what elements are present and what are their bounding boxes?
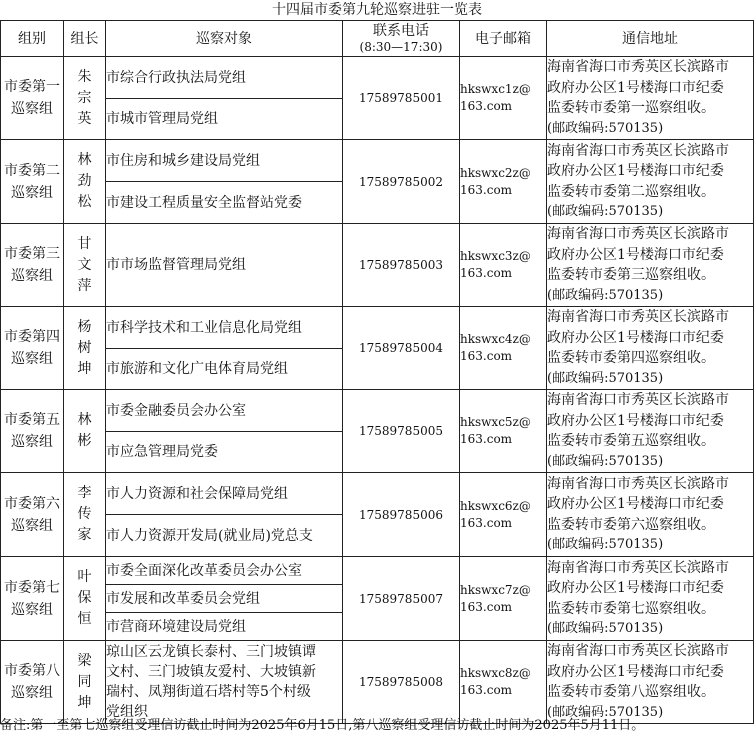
- table-row: [1, 557, 754, 585]
- leader-name-line: 甘: [77, 235, 92, 252]
- email-cell: [460, 140, 547, 224]
- inspection-target-line: 市应急管理局党委: [106, 444, 218, 460]
- header-email: 电子邮箱: [460, 21, 547, 57]
- leader-name-line: 林: [77, 152, 92, 168]
- inspection-target-cell: [106, 473, 343, 515]
- group-name-line: 市委第二: [4, 162, 60, 179]
- inspection-target-line: 市科学技术和工业信息化局党组: [106, 319, 302, 336]
- table-row: [1, 307, 754, 349]
- leader-name-line: 叶: [77, 569, 92, 585]
- postcode: (邮政编码:570135): [547, 621, 664, 636]
- inspection-target-cell: [106, 613, 343, 641]
- inspection-target-cell: [106, 432, 343, 473]
- group-name-cell: [1, 57, 64, 140]
- phone-cell: 17589785003: [343, 224, 460, 307]
- mailing-address-line: 监委转市委第六巡察组收。: [547, 516, 715, 533]
- phone-cell: 17589785006: [343, 473, 460, 557]
- leader-name-line: 坤: [77, 694, 92, 711]
- inspection-target-line: 市建设工程质量安全监督站党委: [106, 194, 302, 211]
- mailing-address-cell: [547, 473, 754, 557]
- group-name-line: 巡察组: [11, 685, 53, 701]
- inspection-target-cell: [106, 585, 343, 613]
- leader-name-line: 萍: [77, 277, 92, 294]
- table-row: [1, 390, 754, 432]
- mailing-address-line: 政府办公区1号楼海口市纪委: [547, 496, 724, 512]
- email-cell: [460, 390, 547, 473]
- email-line: hkswxc5z@: [460, 415, 531, 429]
- inspection-target-line: 市城市管理局党组: [106, 111, 218, 127]
- mailing-address-cell: [547, 140, 754, 224]
- table-row: [1, 473, 754, 515]
- group-name-line: 市委第八: [4, 663, 60, 679]
- inspection-target-line: 党组织: [106, 704, 148, 720]
- leader-cell: [64, 307, 106, 390]
- leader-name-line: 恒: [77, 611, 92, 627]
- leader-name-line: 彬: [77, 433, 92, 449]
- inspection-target-cell: [106, 224, 343, 307]
- group-name-cell: [1, 473, 64, 557]
- leader-name-line: 树: [77, 339, 92, 356]
- leader-cell: [64, 390, 106, 473]
- phone-cell: 17589785007: [343, 557, 460, 641]
- email-cell: [460, 307, 547, 390]
- postcode: (邮政编码:570135): [547, 120, 664, 136]
- header-phone-hours: (8:30—17:30): [359, 39, 443, 54]
- page-title: 十四届市委第九轮巡察进驻一览表: [272, 2, 482, 18]
- mailing-address-line: 监委转市委第一巡察组收。: [547, 100, 715, 116]
- table-body: [1, 57, 754, 724]
- postcode: (邮政编码:570135): [547, 704, 664, 720]
- inspection-target-cell: [106, 307, 343, 349]
- mailing-address-line: 政府办公区1号楼海口市纪委: [547, 329, 724, 346]
- group-name-line: 巡察组: [11, 434, 53, 450]
- inspection-target-cell: [106, 557, 343, 585]
- mailing-address-line: 监委转市委第八巡察组收。: [547, 684, 715, 700]
- email-line: hkswxc7z@: [460, 582, 531, 597]
- mailing-address-line: 政府办公区1号楼海口市纪委: [547, 246, 724, 263]
- header-target: 巡察对象: [106, 21, 343, 57]
- inspection-target-line: 瑞村、凤翔街道石塔村等5个村级: [106, 684, 311, 700]
- inspection-target-cell: [106, 182, 343, 224]
- leader-name-line: 朱: [77, 68, 92, 85]
- email-line: hkswxc6z@: [460, 498, 531, 513]
- email-cell: [460, 473, 547, 557]
- inspection-target-line: 市委金融委员会办公室: [106, 402, 246, 419]
- mailing-address-line: 海南省海口市秀英区长滨路市: [547, 643, 729, 659]
- email-cell: [460, 224, 547, 307]
- inspection-target-line: 市市场监督管理局党组: [106, 257, 246, 273]
- mailing-address-line: 海南省海口市秀英区长滨路市: [547, 226, 729, 242]
- leader-cell: [64, 57, 106, 140]
- leader-name-line: 文: [77, 256, 92, 273]
- inspection-target-cell: [106, 641, 343, 724]
- email-cell: [460, 57, 547, 140]
- email-line: 163.com: [460, 182, 513, 197]
- table-row: [1, 140, 754, 182]
- mailing-address-cell: [547, 224, 754, 307]
- remarks-note: 备注:第一至第七巡察组受理信访截止时间为2025年6月15日,第八巡察组受理信访截止时间为2025年5月11日。: [0, 718, 645, 733]
- postcode: (邮政编码:570135): [547, 204, 664, 219]
- leader-name-line: 宗: [77, 89, 92, 106]
- mailing-address-line: 政府办公区1号楼海口市纪委: [547, 163, 724, 179]
- phone-cell: 17589785002: [343, 140, 460, 224]
- postcode: (邮政编码:570135): [547, 287, 664, 303]
- mailing-address-line: 监委转市委第四巡察组收。: [547, 350, 715, 366]
- leader-name-line: 坤: [77, 360, 92, 377]
- mailing-address-line: 政府办公区1号楼海口市纪委: [547, 79, 724, 96]
- mailing-address-line: 海南省海口市秀英区长滨路市: [547, 475, 729, 492]
- leader-cell: [64, 641, 106, 724]
- leader-name-line: 松: [77, 194, 92, 210]
- header-phone-label: 联系电话: [373, 22, 429, 39]
- email-line: 163.com: [460, 266, 513, 280]
- phone-cell: 17589785005: [343, 390, 460, 473]
- group-name-cell: [1, 641, 64, 724]
- inspection-target-cell: [106, 57, 343, 99]
- email-line: 163.com: [460, 515, 513, 530]
- group-name-line: 市委第六: [4, 495, 60, 512]
- inspection-target-cell: [106, 140, 343, 182]
- group-name-line: 巡察组: [11, 601, 53, 618]
- inspection-target-line: 市综合行政执法局党组: [106, 69, 246, 86]
- phone-cell: 17589785008: [343, 641, 460, 724]
- header-phone: [343, 21, 460, 57]
- table-header-row: [1, 21, 754, 57]
- mailing-address-line: 政府办公区1号楼海口市纪委: [547, 412, 724, 429]
- table-row: [1, 641, 754, 724]
- leader-cell: [64, 224, 106, 307]
- header-address: 通信地址: [547, 21, 754, 57]
- postcode: (邮政编码:570135): [547, 453, 664, 469]
- inspection-target-line: 市发展和改革委员会党组: [106, 590, 260, 607]
- group-name-cell: [1, 557, 64, 641]
- header-group: 组别: [1, 21, 64, 57]
- leader-name-line: 传: [77, 506, 92, 522]
- mailing-address-line: 海南省海口市秀英区长滨路市: [547, 309, 729, 325]
- inspection-target-line: 文村、三门坡镇友爱村、大坡镇新: [106, 664, 316, 680]
- header-leader: 组长: [64, 21, 106, 57]
- postcode: (邮政编码:570135): [547, 370, 664, 386]
- inspection-target-line: 市人力资源和社会保障局党组: [106, 485, 288, 502]
- email-line: 163.com: [460, 99, 513, 113]
- email-line: hkswxc8z@: [460, 666, 531, 680]
- group-name-cell: [1, 390, 64, 473]
- mailing-address-line: 海南省海口市秀英区长滨路市: [547, 392, 729, 408]
- inspection-target-line: 市委全面深化改革委员会办公室: [106, 562, 302, 579]
- leader-name-line: 梁: [77, 652, 92, 669]
- group-name-line: 巡察组: [11, 184, 53, 201]
- leader-cell: [64, 140, 106, 224]
- mailing-address-line: 海南省海口市秀英区长滨路市: [547, 59, 729, 75]
- inspection-target-line: 市旅游和文化广电体育局党组: [106, 361, 288, 377]
- email-line: 163.com: [460, 349, 513, 363]
- inspection-target-cell: [106, 390, 343, 432]
- mailing-address-cell: [547, 390, 754, 473]
- mailing-address-line: 监委转市委第二巡察组收。: [547, 183, 715, 200]
- table-row: [1, 224, 754, 307]
- group-name-line: 巡察组: [11, 101, 53, 117]
- email-line: hkswxc3z@: [460, 249, 531, 263]
- inspection-target-cell: [106, 515, 343, 557]
- phone-cell: 17589785004: [343, 307, 460, 390]
- group-name-cell: [1, 224, 64, 307]
- group-name-line: 市委第七: [4, 579, 60, 596]
- group-name-line: 市委第一: [4, 79, 60, 95]
- leader-name-line: 保: [77, 590, 92, 606]
- postcode: (邮政编码:570135): [547, 537, 664, 552]
- inspection-target-line: 市住房和城乡建设局党组: [106, 152, 260, 169]
- mailing-address-line: 监委转市委第七巡察组收。: [547, 600, 715, 617]
- email-line: 163.com: [460, 432, 513, 446]
- email-line: hkswxc2z@: [460, 165, 531, 180]
- group-name-cell: [1, 307, 64, 390]
- inspection-target-line: 市人力资源开发局(就业局)党总支: [106, 527, 313, 544]
- email-line: 163.com: [460, 683, 513, 697]
- mailing-address-cell: [547, 57, 754, 140]
- leader-cell: [64, 557, 106, 641]
- phone-cell: 17589785001: [343, 57, 460, 140]
- group-name-cell: [1, 140, 64, 224]
- inspection-target-cell: [106, 349, 343, 390]
- leader-name-line: 劲: [77, 173, 92, 189]
- email-cell: [460, 641, 547, 724]
- group-name-line: 巡察组: [11, 268, 53, 284]
- leader-name-line: 同: [77, 673, 92, 690]
- mailing-address-line: 海南省海口市秀英区长滨路市: [547, 559, 729, 576]
- group-name-line: 市委第四: [4, 329, 60, 345]
- leader-name-line: 家: [77, 527, 92, 543]
- mailing-address-line: 政府办公区1号楼海口市纪委: [547, 663, 724, 680]
- email-cell: [460, 557, 547, 641]
- email-line: 163.com: [460, 599, 513, 614]
- inspection-table: [0, 20, 754, 724]
- group-name-line: 市委第三: [4, 246, 60, 262]
- group-name-line: 巡察组: [11, 351, 53, 367]
- inspection-target-cell: [106, 99, 343, 140]
- mailing-address-cell: [547, 307, 754, 390]
- leader-name-line: 林: [77, 412, 92, 428]
- mailing-address-line: 政府办公区1号楼海口市纪委: [547, 580, 724, 596]
- leader-cell: [64, 473, 106, 557]
- mailing-address-line: 监委转市委第五巡察组收。: [547, 433, 715, 449]
- group-name-line: 市委第五: [4, 412, 60, 428]
- inspection-target-line: 市营商环境建设局党组: [106, 618, 246, 635]
- inspection-target-line: 琼山区云龙镇长泰村、三门坡镇谭: [106, 644, 316, 660]
- mailing-address-line: 海南省海口市秀英区长滨路市: [547, 142, 729, 159]
- group-name-line: 巡察组: [11, 517, 53, 534]
- leader-name-line: 英: [77, 110, 92, 127]
- mailing-address-line: 监委转市委第三巡察组收。: [547, 267, 715, 283]
- email-line: hkswxc1z@: [460, 82, 531, 96]
- table-row: [1, 57, 754, 99]
- leader-name-line: 杨: [77, 318, 92, 335]
- mailing-address-cell: [547, 557, 754, 641]
- leader-name-line: 李: [77, 485, 92, 501]
- email-line: hkswxc4z@: [460, 332, 531, 346]
- mailing-address-cell: [547, 641, 754, 724]
